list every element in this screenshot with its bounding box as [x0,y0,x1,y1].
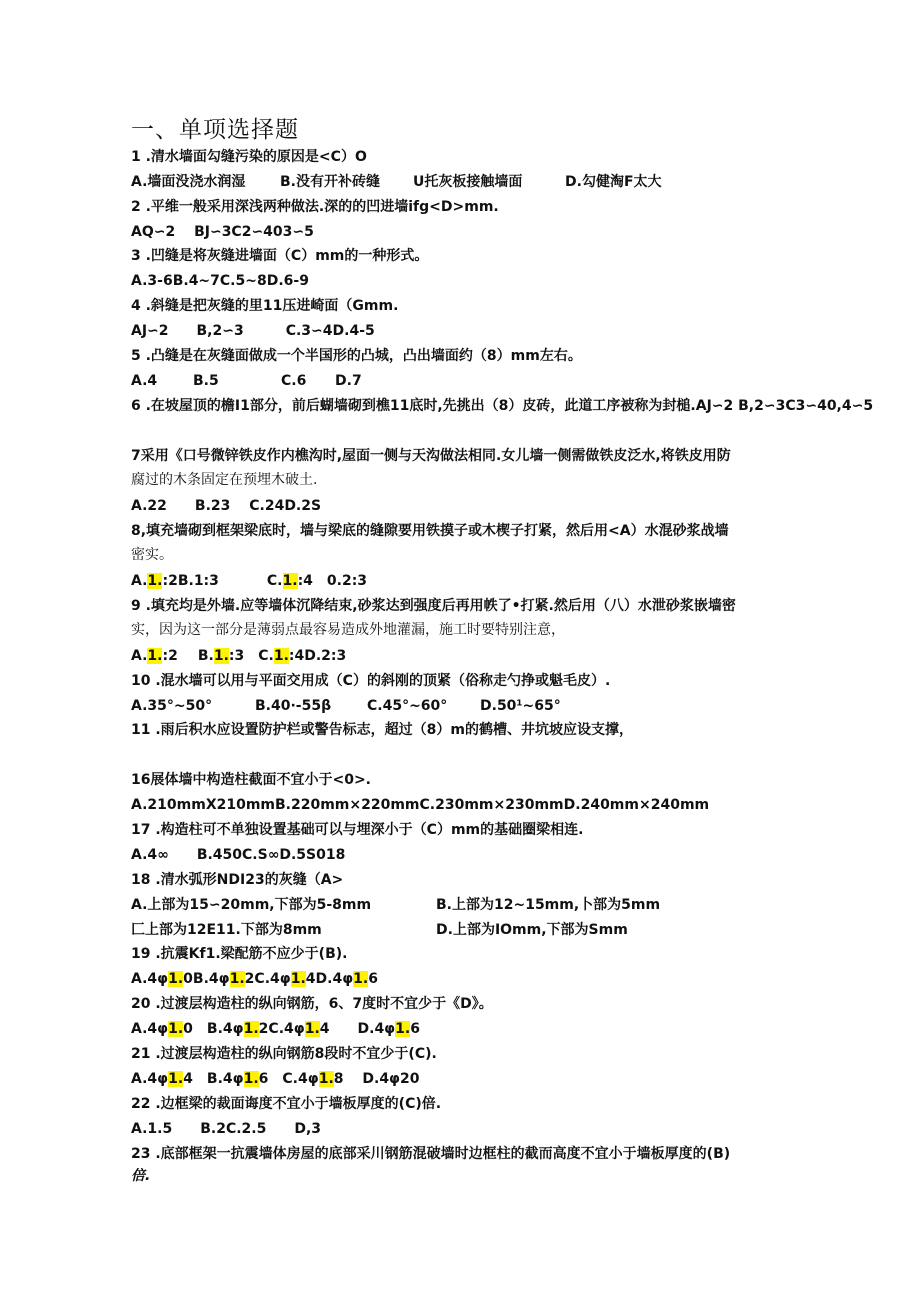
question-7-line-1: 7采用《口号微锌铁皮作内樵沟时,屋面一侧与天沟做法相同.女儿墙一侧需做铁皮泛水,将铁皮用防 [131,448,731,464]
q18-option-a: A.上部为15∽20mm,下部为5-8mm [131,897,372,913]
q19-options: A.4φ1.0B.4φ1.2C.4φ1.4D.4φ1.6 [131,971,378,987]
q22-options: A.1.5 B.2C.2.5 D,3 [131,1121,322,1137]
q21-options: A.4φ1.4 B.4φ1.6 C.4φ1.8 D.4φ20 [131,1071,420,1087]
q10-option-a: A.35°~50° [131,698,213,714]
q18-option-b: B.上部为12~15mm,卜部为5mm [436,897,661,913]
question-20: 20 .过渡层构造柱的纵向钢筋，6、7度时不宜少于《D》。 [131,996,493,1012]
question-19: 19 .抗震Kf1.梁配筋不应少于(B). [131,946,348,962]
q5-option-b: B.5 [193,373,219,389]
q7-options: A.22 B.23 C.24D.2S [131,498,322,514]
section-title: 一、单项选择题 [131,117,299,143]
question-3: 3 .凹缝是将灰缝进墙面（C）mm的一种形式。 [131,248,429,264]
question-22: 22 .边框梁的裁面诲度不宜小于墙板厚度的(C)倍. [131,1096,442,1112]
question-7-line-2: 腐过的木条固定在预埋木破土. [131,472,318,488]
q8-options: A.1.:2B.1:3 C.1.:4 0.2:3 [131,573,368,589]
q16-options: A.210mmX210mmB.220mm×220mmC.230mm×230mmD.240mm×240mm [131,797,710,813]
q17-options: A.4∞ B.450C.S∞D.5S018 [131,847,346,863]
q18-option-d: D.上部为IOmm,下部为Smm [436,922,628,938]
question-8-line-2: 密实。 [131,547,173,563]
q10-option-d: D.50¹~65° [480,698,561,714]
q4-options: AJ∽2 B,2∽3 C.3∽4D.4-5 [131,323,375,339]
q2-options: AQ∽2 BJ∽3C2∽403∽5 [131,224,314,240]
question-17: 17 .构造柱可不单独设置基础可以与埋深小于（C）mm的基础圈梁相连. [131,822,584,838]
q1-option-b: B.没有开补砖缝 [280,174,380,190]
question-8-line-1: 8,填充墙砌到框架梁底时，墙与梁底的缝隙要用铁摸子或木楔子打紧，然后用<A）水混砂浆战墙 [131,523,729,539]
question-6: 6 .在坡屋顶的檐I1部分，前后蝴墙砌到樵11底时,先挑出（8）皮砖，此道工序被称为封槌.AJ∽2 B,2∽3C3∽40,4∽5 [131,398,874,414]
q1-option-c: U托灰板接触墙面 [413,174,523,190]
q10-option-b: B.40∙-55β [255,698,332,714]
question-23-line-1: 23 .底部框架一抗震墙体房屋的底部采川钢筋混破墙时边框柱的截而高度不宜小于墙板厚度的(B) [131,1146,731,1162]
q18-option-c: 匚上部为12E11.下部为8mm [131,922,322,938]
q1-option-d: D.勾健淘F太大 [565,174,662,190]
q9-options: A.1.:2 B.1.:3 C.1.:4D.2:3 [131,648,347,664]
q10-option-c: C.45°~60° [367,698,448,714]
question-9-line-2: 实，因为这一部分是薄弱点最容易造成外地灌漏，施工时要特别注意， [131,622,565,638]
q20-options: A.4φ1.0 B.4φ1.2C.4φ1.4 D.4φ1.6 [131,1021,420,1037]
question-18: 18 .清水弧形NDI23的灰缝（A> [131,872,344,888]
question-10: 10 .混水墙可以用与平面交用成（C）的斜刚的顶紧（俗称走勺挣或魁毛皮）. [131,673,611,689]
question-21: 21 .过渡层构造柱的纵向钢筋8段时不宜少于(C). [131,1046,437,1062]
q5-option-a: A.4 [131,373,158,389]
q1-option-a: A.墙面没浇水润湿 [131,174,246,190]
question-23-line-2: 倍. [131,1168,151,1184]
question-2: 2 .平维一般采用深浅两种做法.深的的凹进墙ifg<D>mm. [131,199,499,215]
question-11: 11 .雨后积水应设置防护栏或警告标志，超过（8）m的鹤槽、井坑坡应设支撑， [131,722,634,738]
question-5: 5 .凸缝是在灰缝面做成一个半国形的凸城，凸出墙面约（8）mm左右。 [131,348,582,364]
q5-option-c: C.6 [281,373,307,389]
question-9-line-1: 9 .填充均是外墙.应等墙体沉降结束,砂浆达到强度后再用帙了•打紧.然后用（八）水泄砂浆嵌墙密 [131,598,736,614]
q5-option-d: D.7 [335,373,362,389]
question-1: 1 .清水墙面勾缝污染的原因是<C）O [131,149,367,165]
question-16: 16展体墙中构造柱截面不宜小于<0>. [131,772,372,788]
question-4: 4 .斜缝是把灰缝的里11压进崎面（Gmm. [131,298,399,314]
q3-options: A.3-6B.4~7C.5~8D.6-9 [131,273,309,289]
